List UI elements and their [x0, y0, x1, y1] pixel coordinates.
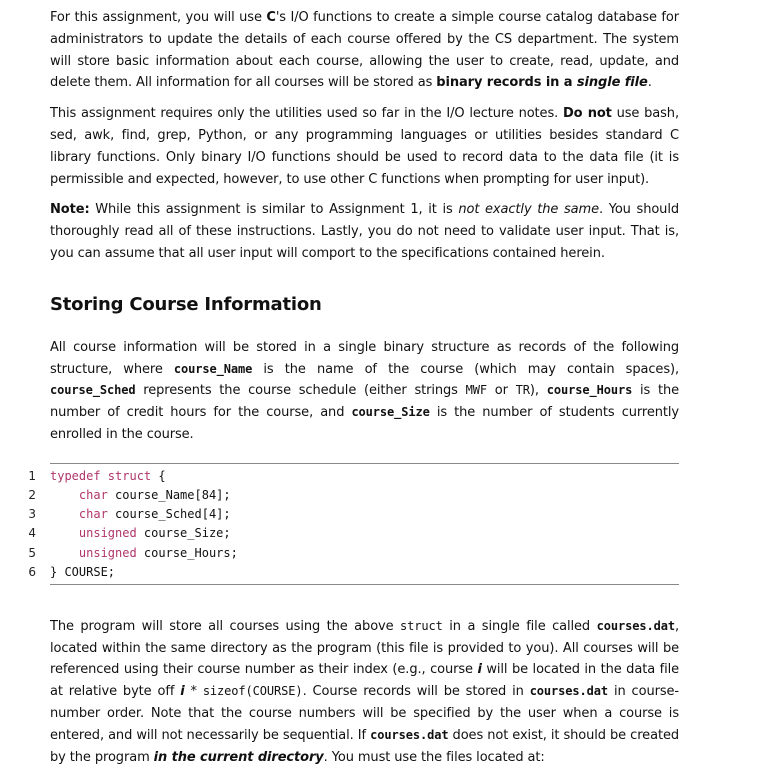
- struct-description-paragraph: All course information will be stored in a single binary structure as records of the following structure, where course_Name is the name of the course (which may contain spaces), course_Sched represents the course schedule (either strings MWF or TR), course_Hours is the number of credit hours for the course, and course_Size is the number of students currently enrolled in the course.: [50, 339, 680, 442]
- intro-paragraph: For this assignment, you will use C's I/O functions to create a simple course catalog database for administrators to update the details of each course offered by the CS department. The system will store basic information about each course, allowing the user to create, read, update, and delete them. All information for all courses will be stored as binary records in a single file.: [50, 10, 679, 91]
- requirements-paragraph: This assignment requires only the utilities used so far in the I/O lecture notes. Do not use bash, sed, awk, find, grep, Python, or any programming languages or utilities besides standard C library functions. Only binary I/O functions should be used to record data to the data file (it is permissible and expected, however, to use other C functions when prompting for user input).: [50, 106, 679, 187]
- code-line: 3 char course_Sched[4];: [50, 505, 679, 524]
- line-number: 5: [28, 545, 36, 560]
- line-number: 4: [28, 526, 36, 541]
- document-page: [28, 7, 680, 777]
- code-line: 1 typedef struct {: [50, 467, 679, 486]
- code-line: 2 char course_Name[84];: [50, 486, 679, 505]
- code-line: 5 unsigned course_Hours;: [50, 544, 679, 563]
- note-paragraph: Note: While this assignment is similar to Assignment 1, it is not exactly the same. You should thoroughly read all of these instructions. Lastly, you do not need to validate user input. That is, you can assume that all user input will comport to the specifications contained herein.: [50, 202, 679, 261]
- line-number: 3: [28, 507, 36, 522]
- code-line: 4 unsigned course_Size;: [50, 524, 679, 543]
- section-heading: Storing Course Information: [50, 293, 322, 315]
- code-listing: [28, 463, 679, 585]
- code-line: 6 } COURSE;: [50, 563, 679, 582]
- line-number: 2: [28, 487, 36, 502]
- storage-paragraph: The program will store all courses using the above struct in a single file called courses.dat, located within the same directory as the program (this file is provided to you). All courses will be referenced using their course number as their index (e.g., course i will be located in the data file at relative byte off i * sizeof(COURSE). Course records will be stored in courses.dat in course-number order. Note that the course numbers will be specified by the user when a course is entered, and will not necessarily be sequential. If courses.dat does not exist, it should be created by the program in the current directory. You must use the files located at:: [50, 618, 680, 765]
- line-number: 6: [28, 564, 36, 579]
- line-number: 1: [28, 468, 36, 483]
